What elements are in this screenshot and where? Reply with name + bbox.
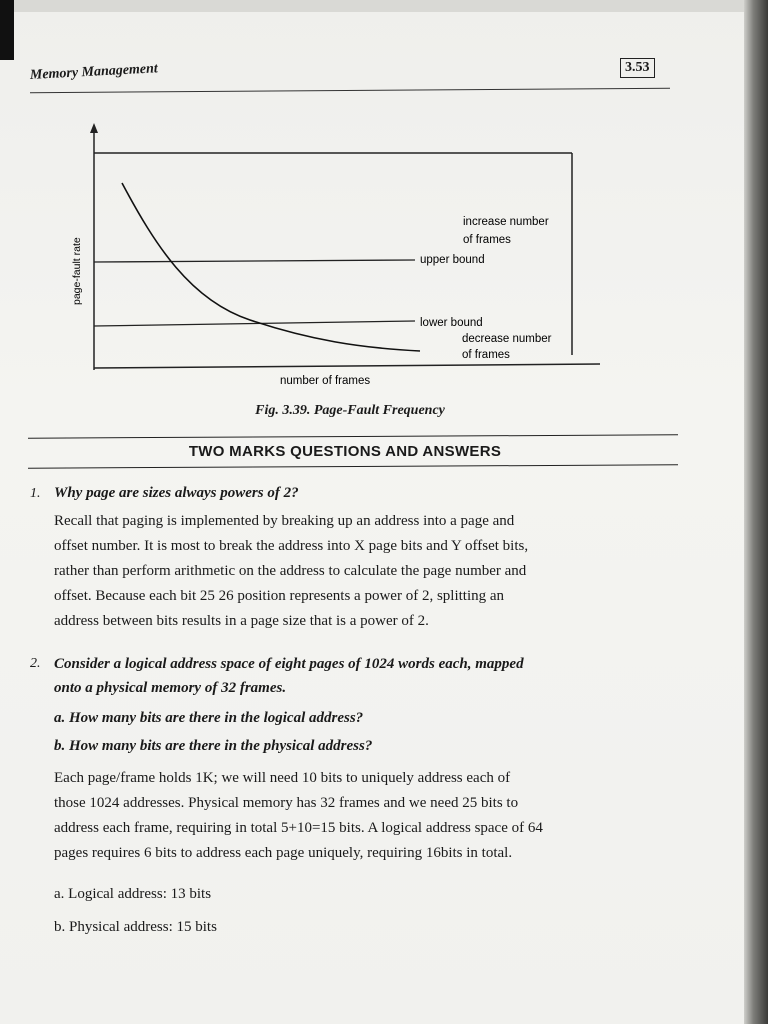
section-rule-top — [28, 434, 678, 438]
question-1-number: 1. — [30, 486, 41, 501]
y-axis-arrow — [90, 123, 98, 133]
section-rule-bottom — [28, 464, 678, 468]
x-axis-label: number of frames — [280, 375, 371, 387]
answer-2-line: those 1024 addresses. Physical memory has 32 frames and we need 25 bits to — [54, 795, 519, 811]
label-increase-2: of frames — [463, 234, 511, 246]
section-title: TWO MARKS QUESTIONS AND ANSWERS — [188, 443, 502, 460]
question-2-sub-a: a. How many bits are there in the logical address? — [54, 710, 364, 726]
page-top-edge — [0, 0, 768, 12]
question-2-number: 2. — [30, 656, 41, 671]
label-decrease-2: of frames — [462, 349, 510, 361]
question-1-text: Why page are sizes always powers of 2? — [54, 485, 299, 501]
answer-1-line: offset. Because each bit 25 26 position represents a power of 2, splitting an — [54, 588, 505, 604]
y-axis-label: page-fault rate — [71, 237, 83, 305]
page-fault-frequency-figure — [60, 115, 630, 390]
running-header: Memory Management — [29, 61, 159, 83]
question-2-sub-b: b. How many bits are there in the physical address? — [54, 738, 373, 754]
x-axis — [94, 364, 600, 368]
label-lower-bound: lower bound — [420, 317, 483, 329]
question-2-text — [54, 652, 694, 700]
answer-2-line: Each page/frame holds 1K; we will need 10 bits to uniquely address each of — [54, 770, 511, 786]
upper-bound-line — [94, 260, 415, 262]
figure-caption: Fig. 3.39. Page-Fault Frequency — [255, 403, 445, 418]
book-spine-shadow — [744, 0, 768, 1024]
answer-1-line: rather than perform arithmetic on the address to calculate the page number and — [54, 563, 527, 579]
header-rule — [30, 88, 670, 93]
answer-2-line: pages requires 6 bits to address each page uniquely, requiring 16bits in total. — [54, 845, 513, 861]
label-upper-bound: upper bound — [420, 254, 485, 266]
answer-1-line: Recall that paging is implemented by breaking up an address into a page and — [54, 513, 515, 529]
question-2-line: onto a physical memory of 32 frames. — [54, 680, 287, 696]
page-number: 3.53 — [620, 58, 655, 78]
background-corner — [0, 0, 14, 60]
answer-1 — [54, 509, 684, 634]
page-fault-curve — [122, 183, 420, 351]
answer-1-line: offset number. It is most to break the address into X page bits and Y offset bits, — [54, 538, 529, 554]
answer-1-line: address between bits results in a page size that is a power of 2. — [54, 613, 429, 629]
label-decrease: decrease number — [462, 333, 552, 345]
question-2-line: Consider a logical address space of eight pages of 1024 words each, mapped — [54, 656, 524, 672]
result-b: b. Physical address: 15 bits — [54, 919, 217, 935]
result-a: a. Logical address: 13 bits — [54, 886, 212, 902]
answer-2-line: address each frame, requiring in total 5+10=15 bits. A logical address space of 64 — [54, 820, 543, 836]
answer-2 — [54, 766, 688, 866]
label-increase: increase number — [463, 216, 549, 228]
